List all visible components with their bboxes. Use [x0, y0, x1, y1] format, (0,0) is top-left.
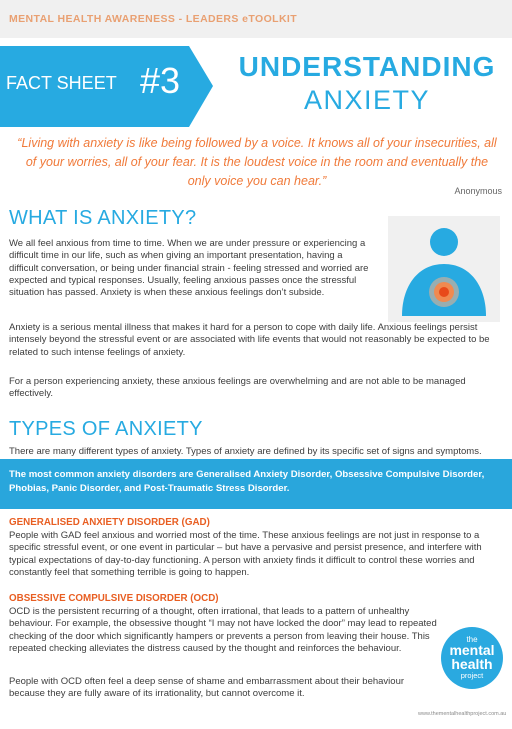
- what-is-anxiety-intro: We all feel anxious from time to time. When we are under pressure or experiencing a difficult time in our life, such as when giving an important presentation, having a difficult conversation, or being under financial strain - feeling stressed and worried are expected and typical responses. Usually, feeling anxious passes once the stressful situation has passed. Anxiety is when these anxious feelings don’t subside.: [9, 238, 369, 299]
- logo-line-1: the: [466, 635, 478, 644]
- quote-text: “Living with anxiety is like being followed by a voice. It knows all of your insecurities, all of your worries, all of your fear. It is the loudest voice in the room and eventually the only voice you can hear.”: [17, 136, 497, 188]
- toolkit-label: MENTAL HEALTH AWARENESS - LEADERS eTOOLKIT: [9, 13, 298, 25]
- website-url: www.thementalhealthproject.com.au: [418, 711, 507, 717]
- common-disorders-callout: [0, 459, 512, 509]
- page-title: UNDERSTANDING: [238, 51, 496, 82]
- anxiety-experience-paragraph: For a person experiencing anxiety, these anxious feelings are overwhelming and are not able to be managed effectively.: [9, 376, 466, 400]
- anxiety-figure: [388, 216, 500, 322]
- types-intro: There are many different types of anxiety. Types of anxiety are defined by its specific set of signs and symptoms.: [9, 446, 482, 457]
- gad-body: People with GAD feel anxious and worried most of the time. These anxious feelings are not just in response to a specific stressful event, or one event in particular – but have a pervasive and persist presence, and interfere with typical expectations of day-to-day functioning. A person with anxiety finds it difficult to control these worries and constantly feel that something terrible is going to happen.: [9, 530, 482, 578]
- anxiety-serious-paragraph: Anxiety is a serious mental illness that makes it hard for a person to cope with daily life. Anxious feelings persist intensely beyond the stressful event or are associated with life events that would not reasonably be expected to be related to such intense feelings of anxiety.: [9, 322, 490, 358]
- toolkit-header-bar: [0, 0, 512, 38]
- quote-author: Anonymous: [454, 186, 502, 196]
- mental-health-project-logo: [441, 627, 503, 689]
- page-subtitle: ANXIETY: [303, 85, 431, 115]
- gad-heading: GENERALISED ANXIETY DISORDER (GAD): [9, 517, 210, 528]
- what-is-anxiety-heading: WHAT IS ANXIETY?: [9, 207, 197, 229]
- person-icon: [388, 216, 500, 322]
- ocd-body-second: People with OCD often feel a deep sense of shame and embarrassment about their behaviour because they are fully aware of its irrationality, but cannot overcome it.: [9, 676, 405, 700]
- fact-sheet-number: #3: [140, 60, 181, 101]
- callout-text: The most common anxiety disorders are Generalised Anxiety Disorder, Obsessive Compulsive Disorder, Phobias, Panic Disorder, and Post-Traumatic Stress Disorder.: [9, 469, 485, 494]
- logo-line-4: project: [460, 671, 484, 680]
- ocd-body: OCD is the persistent recurring of a thought, often irrational, that leads to a pattern of unhealthy behaviour. For example, the obsessive thought “I may not have locked the door” may lead to repeated checking of the door which significantly hampers or prevents a person from leaving their house. This repeated checking alleviates the distress caused by the thought and reinforces the behaviour.: [9, 606, 437, 654]
- logo-line-3: health: [451, 656, 493, 672]
- fact-sheet-label: FACT SHEET: [6, 73, 117, 93]
- ocd-heading: OBSESSIVE COMPULSIVE DISORDER (OCD): [9, 593, 219, 604]
- logo-line-2: mental: [449, 642, 495, 658]
- types-of-anxiety-heading: TYPES OF ANXIETY: [9, 418, 203, 440]
